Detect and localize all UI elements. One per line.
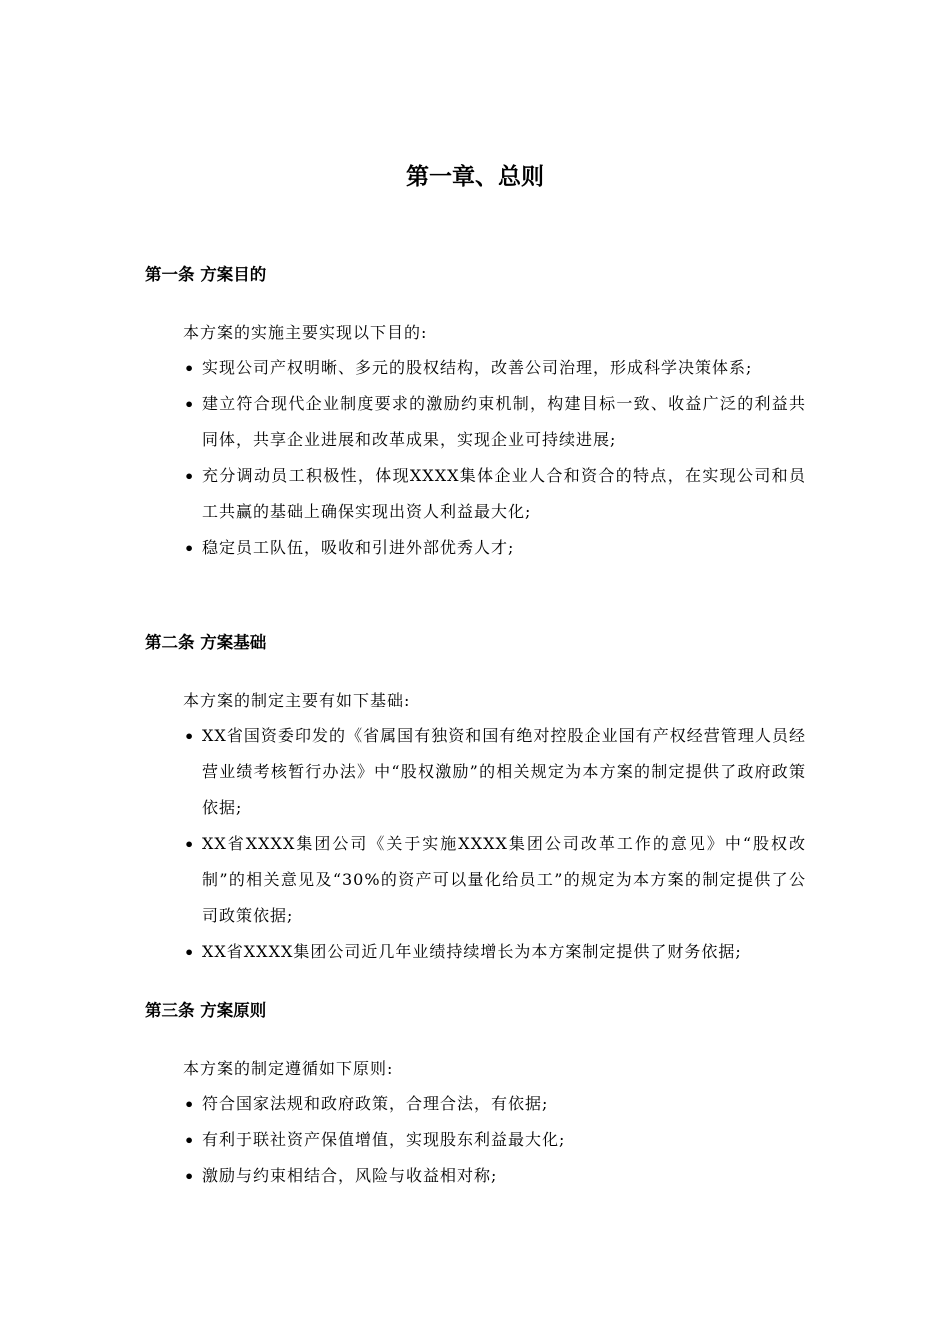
list-item-text: XX省XXXX集团公司《关于实施XXXX集团公司改革工作的意见》中“股权改制”的相关意见及“30%的资产可以量化给员工”的规定为本方案的制定提供了公司政策依据; [202,834,806,925]
bullet-icon: • [184,1167,196,1186]
list-item [0,718,806,826]
section-intro: 本方案的实施主要实现以下目的: [183,323,428,342]
list-item-text: XX省国资委印发的《省属国有独资和国有绝对控股企业国有产权经营管理人员经营业绩考核暂行办法》中“股权激励”的相关规定为本方案的制定提供了政府政策依据; [202,726,806,817]
bullet-icon: • [184,1131,196,1150]
section-intro: 本方案的制定遵循如下原则: [183,1059,394,1078]
section-heading: 第一条 方案目的 [145,265,267,284]
bullet-icon: • [184,467,196,486]
list-item-text: 激励与约束相结合，风险与收益相对称; [202,1166,498,1185]
list-item [0,350,806,386]
list-item [0,458,806,530]
list-item [0,1122,806,1158]
list-item [0,1158,806,1194]
list-item-text: 建立符合现代企业制度要求的激励约束机制，构建目标一致、收益广泛的利益共同体，共享企业进展和改革成果，实现企业可持续进展; [202,394,806,449]
list-item [0,1086,806,1122]
list-item [0,826,806,934]
bullet-list [0,718,806,970]
bullet-icon: • [184,1095,196,1114]
bullet-icon: • [184,835,196,854]
list-item-text: 稳定员工队伍，吸收和引进外部优秀人才; [202,538,515,557]
list-item [0,530,806,566]
section-heading: 第三条 方案原则 [145,1001,267,1020]
bullet-icon: • [184,539,196,558]
chapter-title: 第一章、总则 [406,164,544,190]
list-item-text: 实现公司产权明晰、多元的股权结构，改善公司治理，形成科学决策体系; [202,358,753,377]
list-item-text: 有利于联社资产保值增值，实现股东利益最大化; [202,1130,566,1149]
bullet-icon: • [184,727,196,746]
bullet-list [0,1086,806,1194]
list-item [0,386,806,458]
bullet-icon: • [184,943,196,962]
list-item-text: 符合国家法规和政府政策，合理合法，有依据; [202,1094,549,1113]
section-heading: 第二条 方案基础 [145,633,267,652]
bullet-icon: • [184,395,196,414]
bullet-list [0,350,806,566]
list-item [0,934,806,970]
section-intro: 本方案的制定主要有如下基础: [183,691,411,710]
list-item-text: 充分调动员工积极性，体现XXXX集体企业人合和资合的特点，在实现公司和员工共赢的基础上确保实现出资人利益最大化; [202,466,806,521]
bullet-icon: • [184,359,196,378]
list-item-text: XX省XXXX集团公司近几年业绩持续增长为本方案制定提供了财务依据; [202,942,742,961]
